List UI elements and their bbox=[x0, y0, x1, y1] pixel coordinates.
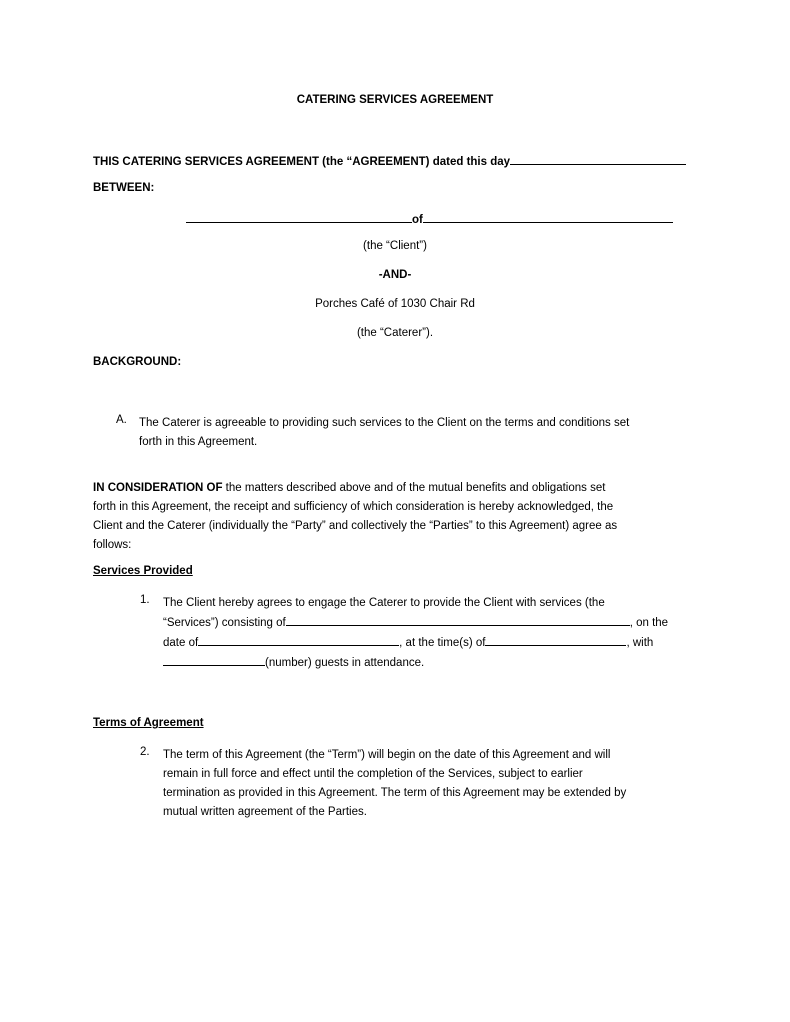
terms-line-1: The term of this Agreement (the “Term”) will begin on the date of this Agreement and will bbox=[163, 749, 611, 761]
caterer-name: Porches Café of 1030 Chair Rd bbox=[315, 298, 475, 310]
terms-item bbox=[163, 746, 626, 822]
caterer-label: (the “Caterer”). bbox=[356, 327, 434, 339]
terms-line-3: termination as provided in this Agreement. The term of this Agreement may be extended by bbox=[163, 787, 627, 799]
consideration-lead: IN CONSIDERATION OF bbox=[93, 482, 223, 494]
terms-heading: Terms of Agreement bbox=[93, 717, 204, 729]
service-date-blank[interactable] bbox=[198, 633, 399, 646]
background-item bbox=[139, 414, 629, 452]
date-blank[interactable] bbox=[510, 152, 686, 165]
consideration-line-3: Client and the Caterer (individually the “Party” and collectively the “Parties” to this Agreement) agree as bbox=[93, 520, 618, 532]
and-label: -AND- bbox=[378, 269, 412, 281]
services-line-3-mid: , at the time(s) of bbox=[399, 637, 486, 649]
consideration-paragraph bbox=[93, 479, 617, 555]
services-line-2-text: “Services”) consisting of bbox=[163, 617, 286, 629]
services-line-2-tail: , on the bbox=[629, 617, 669, 629]
client-address-blank[interactable] bbox=[423, 210, 673, 223]
services-description-blank[interactable] bbox=[286, 613, 630, 626]
consideration-line-4: follows: bbox=[93, 539, 132, 551]
services-line-4-text: (number) guests in attendance. bbox=[265, 657, 425, 669]
services-line-2 bbox=[163, 613, 668, 633]
services-heading: Services Provided bbox=[93, 565, 193, 577]
client-name-blank[interactable] bbox=[186, 210, 412, 223]
services-line-3-tail: , with bbox=[626, 637, 654, 649]
background-marker: A. bbox=[116, 414, 127, 426]
consideration-line-1: the matters described above and of the mutual benefits and obligations set bbox=[222, 482, 606, 494]
background-line-2: forth in this Agreement. bbox=[139, 436, 258, 448]
services-line-4 bbox=[163, 653, 668, 673]
consideration-line-2: forth in this Agreement, the receipt and sufficiency of which consideration is hereby acknowledged, the bbox=[93, 501, 614, 513]
terms-line-4: mutual written agreement of the Parties. bbox=[163, 806, 367, 818]
terms-line-2: remain in full force and effect until the completion of the Services, subject to earlier bbox=[163, 768, 583, 780]
intro-line bbox=[93, 152, 686, 168]
between-label: BETWEEN: bbox=[93, 182, 155, 194]
client-label: (the “Client”) bbox=[363, 240, 427, 252]
services-line-3-text: date of bbox=[163, 637, 199, 649]
guest-count-blank[interactable] bbox=[163, 653, 265, 666]
services-item bbox=[163, 594, 668, 673]
of-word: of bbox=[412, 214, 423, 226]
intro-text: THIS CATERING SERVICES AGREEMENT (the “AGREEMENT) dated this day bbox=[93, 156, 511, 168]
document-title: CATERING SERVICES AGREEMENT bbox=[296, 94, 494, 106]
services-line-3 bbox=[163, 633, 668, 653]
terms-marker: 2. bbox=[140, 746, 150, 758]
service-time-blank[interactable] bbox=[485, 633, 626, 646]
parties-line bbox=[186, 210, 673, 226]
background-label: BACKGROUND: bbox=[93, 356, 182, 368]
services-marker: 1. bbox=[140, 594, 150, 606]
background-line-1: The Caterer is agreeable to providing such services to the Client on the terms and conditions set bbox=[139, 417, 630, 429]
services-line-1: The Client hereby agrees to engage the Caterer to provide the Client with services (the bbox=[163, 597, 605, 609]
